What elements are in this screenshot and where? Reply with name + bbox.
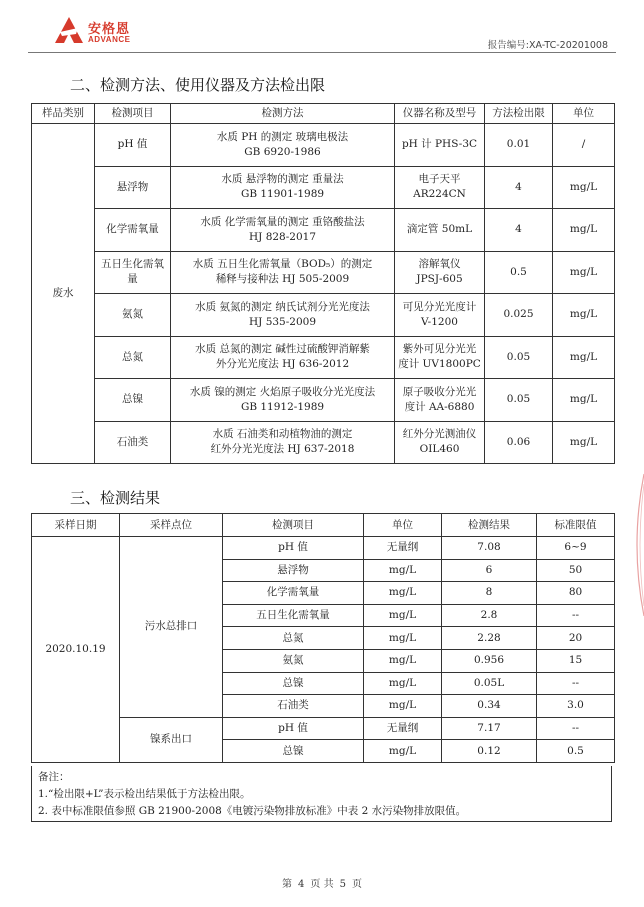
unit-cell: mg/L xyxy=(364,649,442,672)
method-line: GB 6920-1986 xyxy=(244,145,321,158)
header-cell: 仪器名称及型号 xyxy=(395,104,485,124)
unit-cell: mg/L xyxy=(553,166,615,209)
table-row xyxy=(32,209,615,252)
test-item-cell: pH 值 xyxy=(223,537,364,560)
report-number-label: 报告编号: xyxy=(487,40,529,51)
instrument-line: 紫外可见分光光 xyxy=(402,343,477,356)
test-item-cell: 悬浮物 xyxy=(223,559,364,582)
table-row xyxy=(32,379,615,422)
method-cell xyxy=(171,336,395,379)
unit-cell: 无量纲 xyxy=(364,717,442,740)
result-cell: 6 xyxy=(442,559,537,582)
table-row xyxy=(32,166,615,209)
notes-box xyxy=(31,766,612,822)
unit-cell: mg/L xyxy=(364,627,442,650)
method-cell xyxy=(171,209,395,252)
detection-limit-cell: 4 xyxy=(485,209,553,252)
table-row xyxy=(32,294,615,337)
instrument-line: 溶解氧仪 xyxy=(418,258,461,271)
instrument-line: pH 计 PHS-3C xyxy=(401,138,478,151)
table-row xyxy=(32,336,615,379)
result-cell: 0.12 xyxy=(442,740,537,763)
test-item-cell: 总镍 xyxy=(223,672,364,695)
instrument-cell xyxy=(395,379,485,422)
method-line: 水质 PH 的测定 玻璃电极法 xyxy=(216,130,349,143)
instrument-line: 原子吸收分光光 xyxy=(402,385,477,398)
standard-limit-cell: 80 xyxy=(537,582,615,605)
standard-limit-cell: 6~9 xyxy=(537,537,615,560)
test-item-cell: 氨氮 xyxy=(95,294,171,337)
test-item-cell: 化学需氧量 xyxy=(95,209,171,252)
instrument-line: V-1200 xyxy=(421,315,458,328)
footer-middle: 页 共 xyxy=(310,879,334,890)
test-item-cell: 氨氮 xyxy=(223,649,364,672)
unit-cell: mg/L xyxy=(553,209,615,252)
notes-label: 备注： xyxy=(38,771,70,783)
method-line: 水质 五日生化需氧量（BOD₅）的测定 xyxy=(192,258,373,271)
instrument-cell xyxy=(395,209,485,252)
instrument-line: 度计 UV1800PC xyxy=(398,358,481,371)
logo-text-en: ADVANCE xyxy=(88,35,131,44)
method-line: 水质 镍的测定 火焰原子吸收分光光度法 xyxy=(189,385,376,398)
instrument-line: OIL460 xyxy=(419,443,460,456)
test-item-cell: 总氮 xyxy=(95,336,171,379)
header-cell: 检测方法 xyxy=(171,104,395,124)
unit-cell: mg/L xyxy=(364,559,442,582)
method-cell xyxy=(171,166,395,209)
test-item-cell: 总镍 xyxy=(95,379,171,422)
footer-prefix: 第 xyxy=(282,879,293,890)
table-row xyxy=(32,251,615,294)
results-table-header xyxy=(32,514,615,537)
result-cell: 2.28 xyxy=(442,627,537,650)
result-cell: 0.05L xyxy=(442,672,537,695)
unit-cell: mg/L xyxy=(553,294,615,337)
footer-page: 4 xyxy=(298,879,305,890)
instrument-line: 可见分光光度计 xyxy=(402,300,477,313)
method-cell xyxy=(171,379,395,422)
detection-limit-cell: 0.05 xyxy=(485,336,553,379)
method-line: 水质 悬浮物的测定 重量法 xyxy=(221,173,344,186)
detection-limit-cell: 4 xyxy=(485,166,553,209)
instrument-line: 度计 AA-6880 xyxy=(404,400,475,413)
method-line: 水质 石油类和动植物油的测定 xyxy=(212,428,353,441)
standard-limit-cell: 15 xyxy=(537,649,615,672)
method-line: 外分光光度法 HJ 636-2012 xyxy=(215,358,350,371)
table-row xyxy=(32,537,615,560)
unit-cell: mg/L xyxy=(364,582,442,605)
method-table-body xyxy=(32,124,615,464)
standard-limit-cell: -- xyxy=(537,672,615,695)
footer-total: 5 xyxy=(339,879,346,890)
method-line: GB 11901-1989 xyxy=(240,188,325,201)
unit-cell: mg/L xyxy=(553,336,615,379)
footer-suffix: 页 xyxy=(351,879,362,890)
test-item-cell: 石油类 xyxy=(95,421,171,464)
method-cell xyxy=(171,124,395,167)
result-cell: 8 xyxy=(442,582,537,605)
method-line: 水质 氨氮的测定 纳氏试剂分光光度法 xyxy=(195,300,370,313)
instrument-line: AR224CN xyxy=(413,188,466,201)
instrument-line: 红外分光测油仪 xyxy=(402,428,477,441)
table-row xyxy=(32,124,615,167)
header-cell: 检测项目 xyxy=(223,514,364,537)
detection-limit-cell: 0.5 xyxy=(485,251,553,294)
method-line: 红外分光光度法 HJ 637-2018 xyxy=(210,443,355,456)
instrument-cell xyxy=(395,421,485,464)
header-cell: 样品类别 xyxy=(32,104,95,124)
header-cell: 检测项目 xyxy=(95,104,171,124)
test-item-cell: pH 值 xyxy=(223,717,364,740)
test-item-cell: 化学需氧量 xyxy=(223,582,364,605)
header-cell: 采样点位 xyxy=(120,514,223,537)
test-item-cell: 悬浮物 xyxy=(95,166,171,209)
result-cell: 0.956 xyxy=(442,649,537,672)
unit-cell: mg/L xyxy=(364,740,442,763)
note-item: 1.“检出限+L”表示检出结果低于方法检出限。 xyxy=(38,788,251,800)
instrument-line: 电子天平 xyxy=(418,173,461,186)
instrument-line: 滴定管 50mL xyxy=(406,223,473,236)
header-divider xyxy=(28,52,616,53)
standard-limit-cell: 3.0 xyxy=(537,695,615,718)
unit-cell: mg/L xyxy=(364,672,442,695)
method-line: HJ 535-2009 xyxy=(248,315,316,328)
result-cell: 2.8 xyxy=(442,604,537,627)
unit-cell: mg/L xyxy=(553,379,615,422)
result-cell: 0.34 xyxy=(442,695,537,718)
test-item-cell: 石油类 xyxy=(223,695,364,718)
detection-limit-cell: 0.06 xyxy=(485,421,553,464)
standard-limit-cell: 50 xyxy=(537,559,615,582)
section3-title: 三、检测结果 xyxy=(70,489,161,507)
report-number-value: XA-TC-20201008 xyxy=(528,40,608,51)
instrument-cell xyxy=(395,166,485,209)
method-table xyxy=(31,103,615,464)
report-number xyxy=(488,37,608,51)
header-cell: 检测结果 xyxy=(442,514,537,537)
section2-title: 二、检测方法、使用仪器及方法检出限 xyxy=(70,76,326,94)
method-line: 水质 化学需氧量的测定 重铬酸盐法 xyxy=(200,215,365,228)
logo-mark-icon xyxy=(54,16,84,44)
sampling-point-cell: 镍系出口 xyxy=(120,717,223,762)
method-line: 稀释与接种法 HJ 505-2009 xyxy=(215,273,350,286)
unit-cell: mg/L xyxy=(553,251,615,294)
test-item-cell: 五日生化需氧量 xyxy=(223,604,364,627)
method-line: HJ 828-2017 xyxy=(248,230,316,243)
instrument-cell xyxy=(395,251,485,294)
standard-limit-cell: -- xyxy=(537,604,615,627)
instrument-cell xyxy=(395,124,485,167)
standard-limit-cell: 20 xyxy=(537,627,615,650)
method-line: GB 11912-1989 xyxy=(240,400,325,413)
test-item-cell: pH 值 xyxy=(95,124,171,167)
detection-limit-cell: 0.01 xyxy=(485,124,553,167)
detection-limit-cell: 0.05 xyxy=(485,379,553,422)
method-cell xyxy=(171,421,395,464)
method-table-header xyxy=(32,104,615,124)
unit-cell: mg/L xyxy=(364,604,442,627)
result-cell: 7.08 xyxy=(442,537,537,560)
header-cell: 单位 xyxy=(553,104,615,124)
standard-limit-cell: 0.5 xyxy=(537,740,615,763)
seal-stamp-edge-icon xyxy=(628,470,644,620)
logo-text-cn: 安格恩 xyxy=(88,22,131,37)
results-table xyxy=(31,513,615,763)
sampling-point-cell: 污水总排口 xyxy=(120,537,223,718)
standard-limit-cell: -- xyxy=(537,717,615,740)
unit-cell: mg/L xyxy=(553,421,615,464)
table-row xyxy=(32,717,615,740)
test-item-cell: 总氮 xyxy=(223,627,364,650)
header-cell: 采样日期 xyxy=(32,514,120,537)
instrument-cell xyxy=(395,336,485,379)
header-cell: 标准限值 xyxy=(537,514,615,537)
unit-cell: mg/L xyxy=(364,695,442,718)
test-item-cell: 总镍 xyxy=(223,740,364,763)
instrument-line: JPSJ-605 xyxy=(416,273,463,286)
detection-limit-cell: 0.025 xyxy=(485,294,553,337)
header-cell: 方法检出限 xyxy=(485,104,553,124)
method-cell xyxy=(171,251,395,294)
header-cell: 单位 xyxy=(364,514,442,537)
test-item-cell: 五日生化需氧量 xyxy=(95,251,171,294)
table-row xyxy=(32,421,615,464)
note-item: 2. 表中标准限值参照 GB 21900-2008《电镀污染物排放标准》中表 2 水污染物排放限值。 xyxy=(38,805,467,817)
result-cell: 7.17 xyxy=(442,717,537,740)
page-footer xyxy=(0,875,644,890)
method-line: 水质 总氮的测定 碱性过硫酸钾消解紫 xyxy=(195,343,370,356)
unit-cell: / xyxy=(553,124,615,167)
unit-cell: 无量纲 xyxy=(364,537,442,560)
method-cell xyxy=(171,294,395,337)
sampling-date-cell: 2020.10.19 xyxy=(32,537,120,763)
sample-category-cell: 废水 xyxy=(32,124,95,464)
results-table-body xyxy=(32,537,615,763)
instrument-cell xyxy=(395,294,485,337)
